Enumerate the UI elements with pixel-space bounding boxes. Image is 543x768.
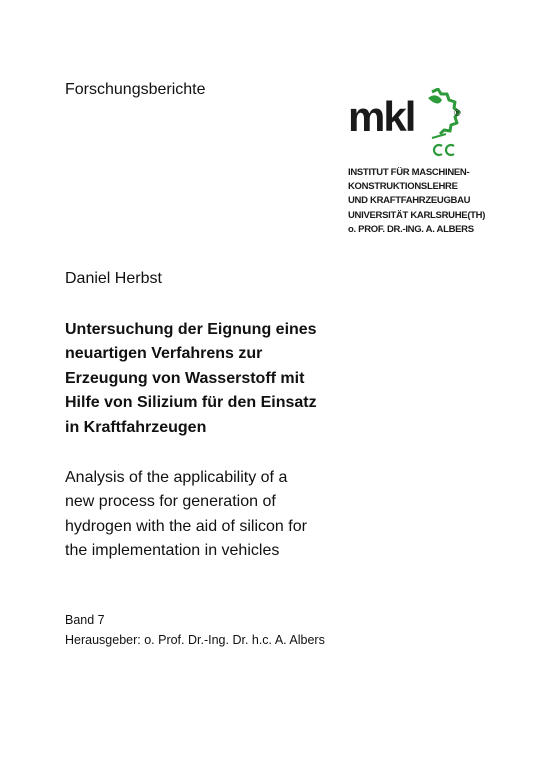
institute-line: o. PROF. DR.-ING. A. ALBERS bbox=[348, 223, 474, 235]
institute-line: INSTITUT FÜR MASCHINEN- bbox=[348, 167, 470, 178]
institute-logo bbox=[346, 88, 486, 238]
institute-name bbox=[348, 166, 488, 237]
volume-number: Band 7 bbox=[65, 613, 105, 627]
english-title bbox=[65, 466, 365, 564]
series-label: Forschungsberichte bbox=[65, 81, 206, 98]
title-line: Analysis of the applicability of a bbox=[65, 469, 288, 486]
title-line: Hilfe von Silizium für den Einsatz bbox=[65, 394, 317, 412]
institute-line: UNIVERSITÄT KARLSRUHE(TH) bbox=[348, 209, 486, 221]
title-line: neuartigen Verfahrens zur bbox=[65, 345, 263, 363]
institute-line: KONSTRUKTIONSLEHRE bbox=[348, 181, 458, 193]
logo-wordmark: mkl bbox=[348, 93, 415, 140]
title-line: hydrogen with the aid of silicon for bbox=[65, 517, 307, 535]
title-line: Erzeugung von Wasserstoff mit bbox=[65, 369, 305, 387]
title-line: the implementation in vehicles bbox=[65, 542, 280, 560]
institute-line: UND KRAFTFAHRZEUGBAU bbox=[348, 195, 471, 207]
title-line: in Kraftfahrzeugen bbox=[65, 418, 207, 436]
german-title bbox=[65, 318, 365, 440]
editor-line: Herausgeber: o. Prof. Dr.-Ing. Dr. h.c. A. Albers bbox=[65, 633, 325, 647]
title-line: new process for generation of bbox=[65, 493, 276, 511]
author-name: Daniel Herbst bbox=[65, 270, 162, 287]
title-line: Untersuchung der Eignung eines bbox=[65, 321, 317, 338]
registered-mark: ® bbox=[454, 108, 461, 118]
